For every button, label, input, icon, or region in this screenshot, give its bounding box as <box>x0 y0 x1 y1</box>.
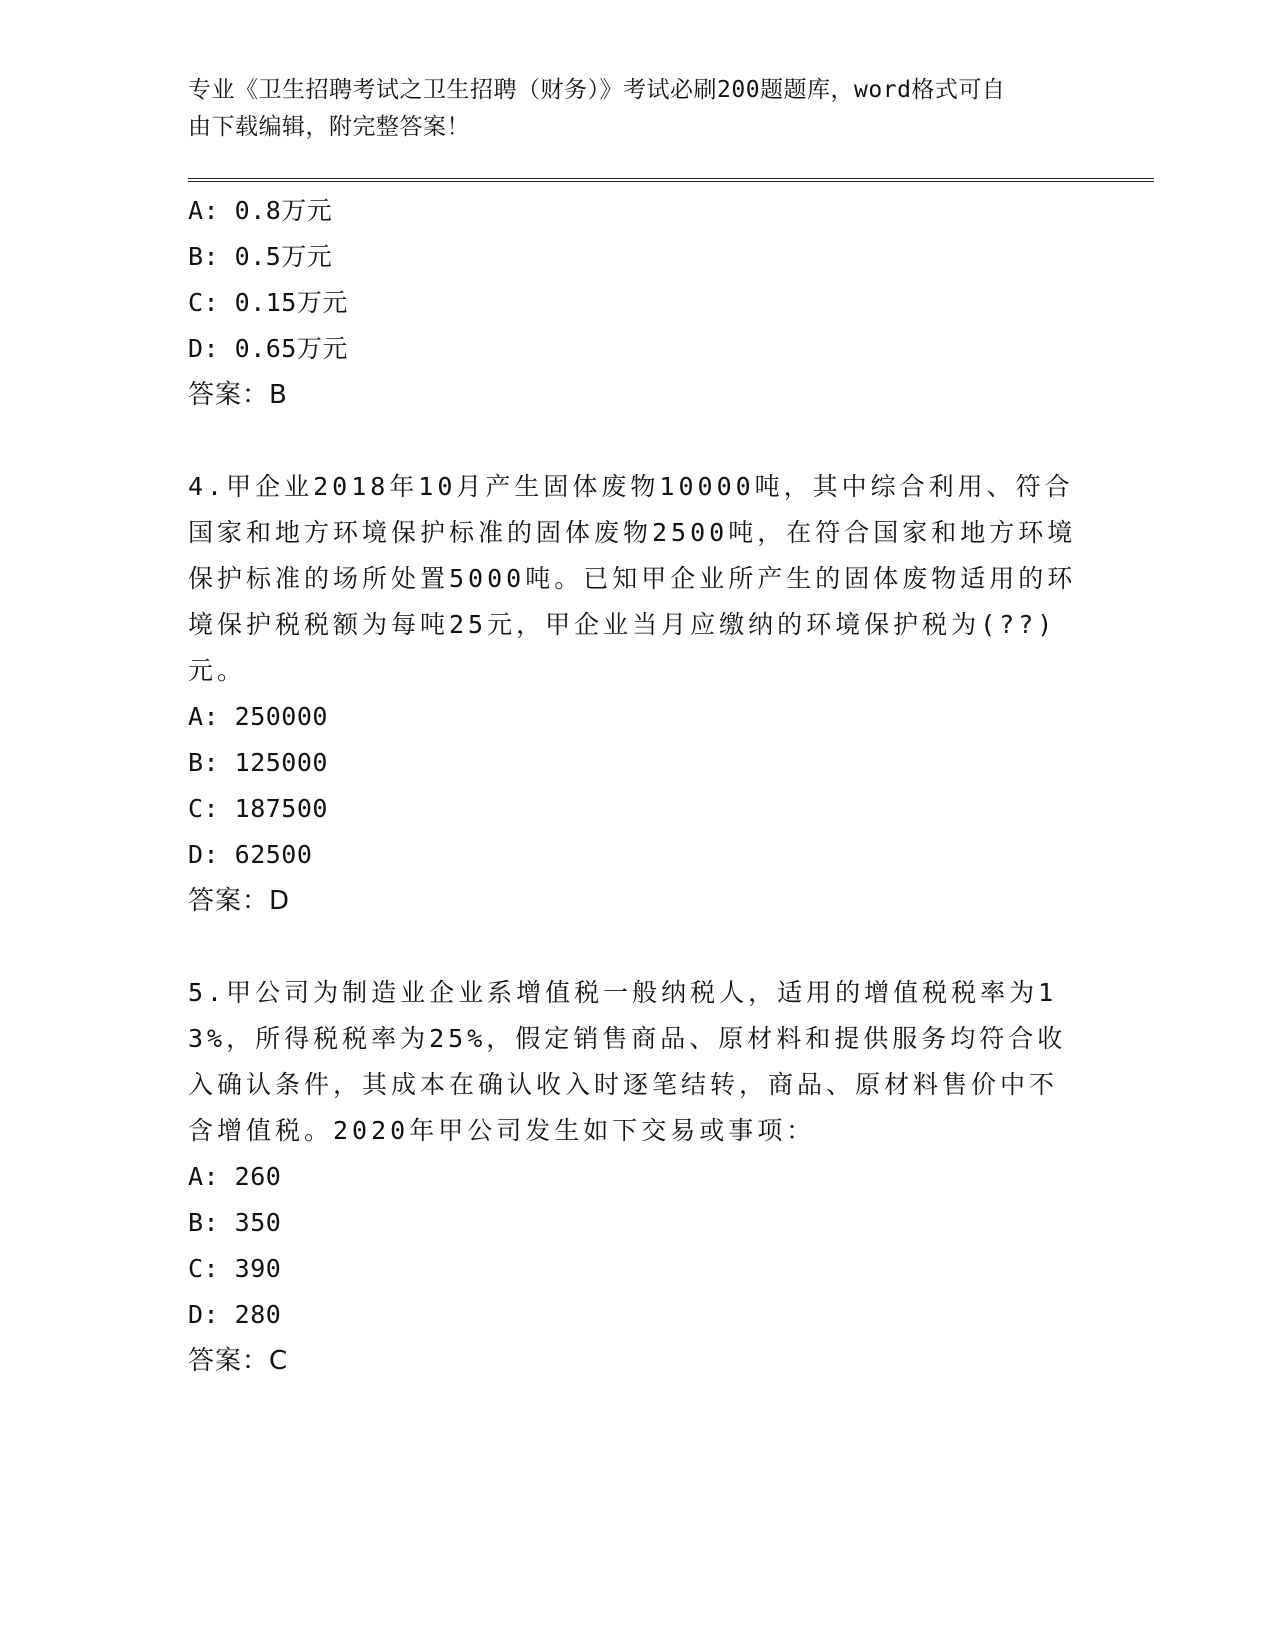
option-b: B: 125000 <box>188 748 328 777</box>
question-4 <box>188 464 1088 924</box>
option-b: B: 0.5万元 <box>188 242 333 271</box>
page-header <box>188 72 1068 146</box>
option-c: C: 0.15万元 <box>188 288 348 317</box>
header-line-1: 专业《卫生招聘考试之卫生招聘（财务）》考试必刷200题题库，word格式可自 <box>188 77 1006 103</box>
option-d: D: 0.65万元 <box>188 334 348 363</box>
option-a: A: 0.8万元 <box>188 196 333 225</box>
question-spacer <box>188 418 1088 464</box>
header-line-2: 由下载编辑，附完整答案！ <box>188 114 470 140</box>
question-spacer <box>188 924 1088 970</box>
option-d: D: 62500 <box>188 840 313 869</box>
option-c: C: 390 <box>188 1254 282 1283</box>
option-b: B: 350 <box>188 1208 282 1237</box>
option-d: D: 280 <box>188 1300 282 1329</box>
answer-line: 答案：B <box>188 380 288 410</box>
header-divider <box>188 178 1154 182</box>
answer-line: 答案：D <box>188 886 291 916</box>
question-stem: 4.甲企业2018年10月产生固体废物10000吨，其中综合利用、符合国家和地方环境保护标准的固体废物2500吨，在符合国家和地方环境保护标准的场所处置5000吨。已知甲企业所产生的固体废物适用的环境保护税税额为每吨25元，甲企业当月应缴纳的环境保护税为(??)元。 <box>188 472 1077 685</box>
document-body <box>188 188 1088 1384</box>
option-a: A: 260 <box>188 1162 282 1191</box>
option-c: C: 187500 <box>188 794 328 823</box>
question-3-partial <box>188 188 1088 418</box>
option-a: A: 250000 <box>188 702 328 731</box>
question-stem: 5.甲公司为制造业企业系增值税一般纳税人，适用的增值税税率为13%，所得税税率为25%，假定销售商品、原材料和提供服务均符合收入确认条件，其成本在确认收入时逐笔结转，商品、原材料售价中不含增值税。2020年甲公司发生如下交易或事项： <box>188 978 1067 1145</box>
answer-line: 答案：C <box>188 1346 289 1376</box>
question-5 <box>188 970 1088 1384</box>
